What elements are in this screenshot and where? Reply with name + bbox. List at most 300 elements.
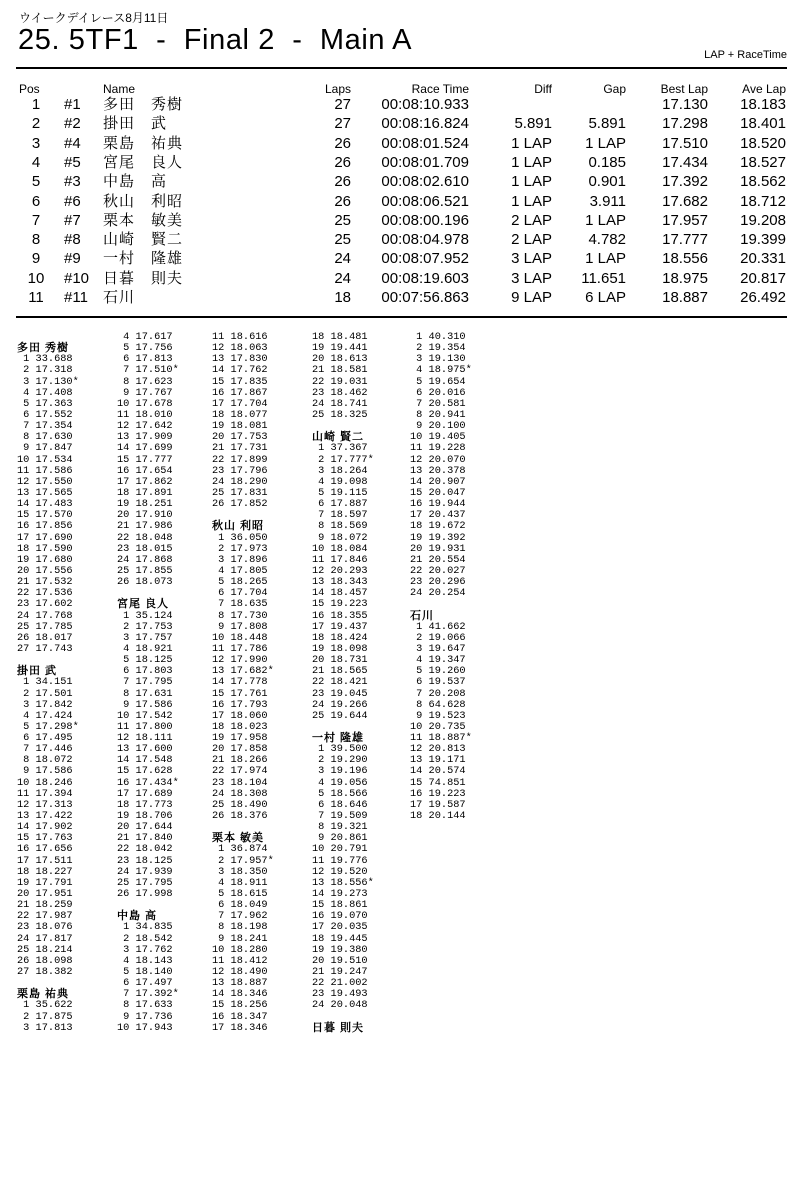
lap-entry: 13 17.909: [117, 431, 173, 444]
lap-entry: 3 17.757: [117, 631, 173, 644]
lap-entry: 5 17.756: [117, 342, 173, 355]
result-race-time: 00:08:10.933: [381, 96, 469, 113]
lap-entry: 25 17.795: [117, 876, 173, 889]
lap-entry: 19 17.680: [17, 553, 73, 566]
lap-entry: 3 17.842: [17, 698, 73, 711]
lap-entry: 9 17.808: [212, 620, 268, 633]
lap-entry: 12 18.063: [212, 342, 268, 355]
lap-entry: 18 19.445: [312, 932, 368, 945]
lap-entry: 9 17.847: [17, 442, 73, 455]
lap-entry: 3 19.196: [312, 765, 368, 778]
lap-entry: 18 17.590: [17, 542, 73, 555]
lap-entry: 14 19.273: [312, 888, 368, 901]
lap-entry: 7 17.510*: [117, 364, 179, 377]
lap-entry: 24 20.254: [410, 587, 466, 600]
lap-column: [312, 332, 412, 1034]
lap-entry: 1 39.500: [312, 743, 368, 756]
lap-entry: 3 18.264: [312, 464, 368, 477]
result-number: #10: [64, 269, 90, 287]
results-row: [0, 231, 800, 249]
result-gap: 3.911: [589, 192, 626, 210]
lap-entry: 13 18.887: [212, 977, 268, 990]
lap-entry: 17 17.690: [17, 531, 73, 544]
lap-entry: 15 17.570: [17, 509, 73, 522]
result-name: 多田 秀樹: [103, 96, 184, 113]
lap-entry: 10 17.542: [117, 709, 173, 722]
lap-entry: 20 17.951: [17, 888, 73, 901]
lap-entry: 1 40.310: [410, 331, 466, 343]
lap-entry: 17 20.437: [410, 509, 466, 522]
col-pos: Pos: [19, 82, 40, 96]
lap-entry: 19 18.251: [117, 498, 173, 511]
lap-entry: 16 17.654: [117, 464, 173, 477]
result-race-time: 00:07:56.863: [381, 289, 469, 306]
lap-entry: 7 18.597: [312, 509, 368, 522]
lap-entry: 12 17.550: [17, 475, 73, 488]
lap-entry: 3 17.130*: [17, 375, 79, 388]
lap-entry: 11 17.846: [312, 553, 368, 566]
lap-entry: 2 17.501: [17, 687, 73, 700]
result-name: 秋山 利昭: [103, 192, 184, 210]
lap-entry: 13 19.171: [410, 754, 466, 767]
lap-column: [117, 332, 217, 1034]
lap-entry: 16 19.223: [410, 787, 466, 800]
lap-entry: 18 18.077: [212, 408, 268, 421]
lap-entry: 10 20.791: [312, 843, 368, 856]
result-gap: 1 LAP: [585, 134, 626, 152]
lap-entry: 5 18.125: [117, 654, 173, 667]
lap-entry: 12 18.111: [117, 732, 173, 745]
lap-entry: 17 17.704: [212, 397, 268, 410]
lap-entry: 4 19.347: [410, 654, 466, 667]
results-row: [0, 289, 800, 307]
lap-entry: 18 18.424: [312, 631, 368, 644]
lap-entry: 16 19.944: [410, 498, 466, 511]
lap-entry: 15 17.763: [17, 832, 73, 845]
lap-entry: 2 19.066: [410, 631, 466, 644]
lap-entry: 3 17.813: [17, 1021, 73, 1034]
result-number: #7: [64, 211, 81, 229]
lap-entry: 4 18.921: [117, 642, 173, 655]
lap-entry: 18 20.144: [410, 810, 466, 823]
lap-entry: 12 20.813: [410, 743, 466, 756]
results-row: [0, 250, 800, 268]
col-gap: Gap: [603, 82, 626, 96]
lap-entry: 16 17.656: [17, 843, 73, 856]
lap-driver-name: 多田 秀樹: [17, 342, 70, 355]
lap-entry: 17 17.862: [117, 475, 173, 488]
lap-entry: 22 18.421: [312, 676, 368, 689]
result-ave-lap: 19.399: [740, 231, 786, 249]
lap-entry: 6 17.495: [17, 732, 73, 745]
col-name: Name: [103, 82, 136, 96]
lap-entry: 10 19.405: [410, 431, 466, 444]
result-best-lap: 18.887: [662, 289, 708, 306]
lap-entry: 17 18.060: [212, 709, 268, 722]
result-laps: 27: [334, 96, 351, 113]
lap-entry: 1 37.367: [312, 442, 368, 455]
lap-entry: 15 18.861: [312, 899, 368, 912]
lap-entry: 26 17.998: [117, 888, 173, 901]
result-pos: 3: [31, 134, 41, 152]
result-name: 山崎 賢二: [103, 231, 184, 249]
lap-entry: 13 17.682*: [212, 665, 274, 678]
lap-entry: 14 20.574: [410, 765, 466, 778]
lap-entry: 5 19.115: [312, 486, 368, 499]
lap-entry: 8 18.072: [17, 754, 73, 767]
lap-entry: 17 19.437: [312, 620, 368, 633]
lap-entry: 16 17.434*: [117, 776, 179, 789]
result-race-time: 00:08:02.610: [381, 173, 469, 191]
lap-entry: 11 17.800: [117, 720, 173, 733]
lap-entry: 13 17.422: [17, 810, 73, 823]
lap-entry: 14 17.483: [17, 498, 73, 511]
lap-entry: 14 18.457: [312, 587, 368, 600]
lap-entry: 12 19.520: [312, 865, 368, 878]
header-rule: [16, 67, 787, 69]
lap-entry: 18 17.891: [117, 486, 173, 499]
lap-entry: 26 18.073: [117, 576, 173, 589]
lap-entry: 14 17.762: [212, 364, 268, 377]
result-name: 日暮 則夫: [103, 269, 184, 287]
result-gap: 4.782: [588, 231, 626, 249]
lap-entry: 4 18.911: [212, 876, 268, 889]
result-race-time: 00:08:07.952: [381, 250, 469, 268]
lap-entry: 21 19.247: [312, 966, 368, 979]
lap-entry: 26 18.098: [17, 954, 73, 967]
lap-entry: 24 17.868: [117, 553, 173, 566]
lap-entry: 10 17.534: [17, 453, 73, 466]
lap-entry: 21 17.840: [117, 832, 173, 845]
lap-entry: 13 20.378: [410, 464, 466, 477]
lap-entry: 5 18.265: [212, 576, 268, 589]
result-number: #2: [64, 115, 81, 133]
lap-entry: 22 17.987: [17, 910, 73, 923]
lap-entry: 11 18.010: [117, 408, 173, 421]
result-diff: 1 LAP: [511, 134, 552, 152]
result-best-lap: 18.975: [662, 269, 708, 287]
result-number: #11: [64, 289, 88, 306]
lap-entry: 6 17.497: [117, 977, 173, 990]
lap-entry: 12 20.070: [410, 453, 466, 466]
result-race-time: 00:08:19.603: [381, 269, 469, 287]
lap-entry: 16 18.347: [212, 1010, 268, 1023]
lap-entry: 13 18.343: [312, 576, 368, 589]
results-row: [0, 212, 800, 230]
lap-entry: 4 17.424: [17, 709, 73, 722]
lap-entry: 2 17.875: [17, 1010, 73, 1023]
col-diff: Diff: [534, 82, 552, 96]
lap-entry: 19 18.098: [312, 642, 368, 655]
lap-entry: 9 17.736: [117, 1010, 173, 1023]
result-ave-lap: 18.183: [740, 96, 786, 113]
lap-entry: 9 20.861: [312, 832, 368, 845]
lap-entry: 7 17.354: [17, 420, 73, 433]
lap-column: [212, 332, 312, 1034]
result-best-lap: 17.957: [662, 211, 708, 229]
result-pos: 2: [31, 115, 41, 133]
lap-entry: 6 17.813: [117, 353, 173, 366]
lap-entry: 8 18.198: [212, 921, 268, 934]
lap-entry: 19 17.958: [212, 732, 268, 745]
lap-entry: 25 18.490: [212, 798, 268, 811]
lap-entry: 9 19.523: [410, 709, 466, 722]
lap-entry: 2 17.957*: [212, 854, 274, 867]
lap-entry: 1 36.874: [212, 843, 268, 856]
lap-entry: 21 18.266: [212, 754, 268, 767]
lap-entry: 22 18.042: [117, 843, 173, 856]
lap-column: [17, 332, 117, 1034]
result-name: 宮尾 良人: [103, 153, 184, 171]
lap-entry: 15 18.256: [212, 999, 268, 1012]
lap-entry: 16 17.856: [17, 520, 73, 533]
lap-entry: 6 19.537: [410, 676, 466, 689]
lap-entry: 6 17.552: [17, 408, 73, 421]
result-diff: 3 LAP: [511, 269, 552, 287]
result-ave-lap: 20.817: [740, 269, 786, 287]
lap-entry: 3 18.350: [212, 865, 268, 878]
result-name: 中島 高: [103, 173, 168, 191]
result-number: #6: [64, 192, 81, 210]
lap-entry: 11 17.586: [17, 464, 73, 477]
lap-entry: 7 17.962: [212, 910, 268, 923]
result-laps: 24: [334, 269, 351, 287]
result-diff: 1 LAP: [511, 153, 552, 171]
lap-entry: 22 18.048: [117, 531, 173, 544]
lap-entry: 23 18.015: [117, 542, 173, 555]
result-name: 石川: [103, 289, 136, 306]
results-row: [0, 193, 800, 211]
lap-entry: 11 18.887*: [410, 732, 472, 745]
race-title: 25. 5TF1 - Final 2 - Main A: [18, 24, 413, 56]
lap-driver-name: 掛田 武: [17, 665, 58, 678]
lap-entry: 22 21.002: [312, 977, 368, 990]
lap-entry: 20 18.613: [312, 353, 368, 366]
lap-entry: 27 18.382: [17, 966, 73, 979]
lap-entry: 5 17.298*: [17, 720, 79, 733]
result-number: #5: [64, 153, 81, 171]
lap-entry: 18 18.227: [17, 865, 73, 878]
result-diff: 3 LAP: [511, 250, 552, 268]
lap-entry: 8 17.730: [212, 609, 268, 622]
lap-entry: 23 18.104: [212, 776, 268, 789]
lap-driver-name: 一村 隆雄: [312, 732, 365, 745]
result-gap: 1 LAP: [585, 250, 626, 268]
lap-entry: 18 19.672: [410, 520, 466, 533]
lap-entry: 22 19.031: [312, 375, 368, 388]
lap-entry: 6 20.016: [410, 386, 466, 399]
result-laps: 26: [334, 153, 351, 171]
result-laps: 24: [334, 250, 351, 268]
result-ave-lap: 20.331: [740, 250, 786, 268]
lap-entry: 26 17.852: [212, 498, 268, 511]
col-best-lap: Best Lap: [660, 82, 708, 96]
race-subtitle: ウイークデイレース8月11日: [19, 11, 169, 25]
lap-entry: 12 17.313: [17, 798, 73, 811]
lap-entry: 17 19.587: [410, 798, 466, 811]
lap-entry: 8 17.623: [117, 375, 173, 388]
lap-entry: 18 18.023: [212, 720, 268, 733]
lap-entry: 2 19.290: [312, 754, 368, 767]
result-ave-lap: 18.562: [740, 173, 786, 191]
lap-entry: 2 17.753: [117, 620, 173, 633]
result-diff: 5.891: [514, 115, 552, 133]
result-number: #8: [64, 231, 81, 249]
lap-entry: 23 17.796: [212, 464, 268, 477]
result-best-lap: 17.298: [662, 115, 708, 133]
lap-entry: 11 18.616: [212, 331, 268, 343]
lap-entry: 21 18.581: [312, 364, 368, 377]
lap-entry: 5 19.260: [410, 665, 466, 678]
result-best-lap: 18.556: [662, 250, 708, 268]
lap-entry: 23 17.602: [17, 598, 73, 611]
lap-entry: 7 17.392*: [117, 988, 179, 1001]
lap-entry: 19 18.081: [212, 420, 268, 433]
lap-entry: 19 17.791: [17, 876, 73, 889]
result-gap: 11.651: [581, 269, 626, 287]
lap-entry: 11 17.786: [212, 642, 268, 655]
result-pos: 7: [31, 211, 41, 229]
lap-entry: 7 18.635: [212, 598, 268, 611]
result-laps: 25: [334, 211, 351, 229]
lap-entry: 10 18.280: [212, 943, 268, 956]
lap-entry: 18 17.773: [117, 798, 173, 811]
lap-entry: 12 17.642: [117, 420, 173, 433]
lap-entry: 25 17.855: [117, 564, 173, 577]
result-pos: 6: [31, 192, 41, 210]
lap-entry: 19 19.392: [410, 531, 466, 544]
lap-entry: 3 19.130: [410, 353, 466, 366]
lap-entry: 8 17.631: [117, 687, 173, 700]
lap-entry: 22 17.974: [212, 765, 268, 778]
lap-entry: 19 18.706: [117, 810, 173, 823]
lap-entry: 21 20.554: [410, 553, 466, 566]
lap-driver-name: 日暮 則夫: [312, 1021, 365, 1034]
lap-entry: 1 35.124: [117, 609, 173, 622]
lap-entry: 14 17.548: [117, 754, 173, 767]
lap-entry: 9 18.072: [312, 531, 368, 544]
lap-entry: 20 19.931: [410, 542, 466, 555]
lap-entry: 25 19.644: [312, 709, 368, 722]
lap-driver-name: 栗本 敏美: [212, 832, 265, 845]
lap-entry: 23 18.462: [312, 386, 368, 399]
lap-entry: 25 17.785: [17, 620, 73, 633]
lap-entry: 4 19.056: [312, 776, 368, 789]
lap-driver-name: 山崎 賢二: [312, 431, 365, 444]
lap-entry: 21 18.565: [312, 665, 368, 678]
lap-entry: 7 19.509: [312, 810, 368, 823]
result-pos: 1: [31, 96, 41, 113]
lap-times-section: [0, 332, 800, 1192]
results-rule: [16, 316, 787, 318]
result-race-time: 00:08:16.824: [381, 115, 469, 133]
lap-entry: 5 18.566: [312, 787, 368, 800]
lap-entry: 16 17.793: [212, 698, 268, 711]
lap-entry: 13 17.830: [212, 353, 268, 366]
result-ave-lap: 18.401: [740, 115, 786, 133]
result-name: 栗島 祐典: [103, 134, 184, 152]
lap-driver-name: 中島 高: [117, 910, 158, 923]
lap-entry: 6 17.704: [212, 587, 268, 600]
lap-entry: 24 18.308: [212, 787, 268, 800]
lap-entry: 24 17.817: [17, 932, 73, 945]
lap-entry: 19 19.441: [312, 342, 368, 355]
result-gap: 0.901: [588, 173, 626, 191]
result-race-time: 00:08:01.524: [381, 134, 469, 152]
result-race-time: 00:08:06.521: [381, 192, 469, 210]
lap-driver-name: 栗島 祐典: [17, 988, 70, 1001]
lap-entry: 7 20.581: [410, 397, 466, 410]
result-ave-lap: 18.712: [740, 192, 786, 210]
lap-entry: 23 19.045: [312, 687, 368, 700]
results-row: [0, 270, 800, 288]
lap-entry: 20 18.731: [312, 654, 368, 667]
lap-entry: 1 35.622: [17, 999, 73, 1012]
lap-entry: 17 17.689: [117, 787, 173, 800]
result-pos: 5: [31, 173, 41, 191]
results-row: [0, 96, 800, 114]
lap-entry: 3 17.762: [117, 943, 173, 956]
result-diff: 1 LAP: [511, 192, 552, 210]
lap-entry: 1 36.050: [212, 531, 268, 544]
result-diff: 1 LAP: [511, 173, 552, 191]
lap-entry: 24 17.768: [17, 609, 73, 622]
lap-entry: 24 18.290: [212, 475, 268, 488]
result-number: #3: [64, 173, 81, 191]
lap-entry: 14 18.346: [212, 988, 268, 1001]
lap-entry: 4 18.975*: [410, 364, 472, 377]
lap-entry: 25 17.831: [212, 486, 268, 499]
lap-entry: 16 17.867: [212, 386, 268, 399]
lap-entry: 9 18.241: [212, 932, 268, 945]
lap-entry: 5 18.140: [117, 966, 173, 979]
lap-entry: 10 18.084: [312, 542, 368, 555]
result-pos: 4: [31, 153, 41, 171]
lap-entry: 10 18.448: [212, 631, 268, 644]
result-race-time: 00:08:01.709: [381, 153, 469, 171]
lap-entry: 20 17.644: [117, 821, 173, 834]
results-row: [0, 173, 800, 191]
lap-entry: 5 18.615: [212, 888, 268, 901]
lap-entry: 12 17.990: [212, 654, 268, 667]
lap-entry: 8 17.630: [17, 431, 73, 444]
lap-entry: 5 17.363: [17, 397, 73, 410]
result-laps: 18: [334, 289, 351, 306]
lap-entry: 12 18.490: [212, 966, 268, 979]
result-name: 一村 隆雄: [103, 250, 184, 268]
lap-entry: 2 17.973: [212, 542, 268, 555]
lap-entry: 1 33.688: [17, 353, 73, 366]
result-diff: 2 LAP: [511, 231, 552, 249]
result-pos: 8: [31, 231, 41, 249]
result-laps: 25: [334, 231, 351, 249]
lap-entry: 4 17.408: [17, 386, 73, 399]
lap-entry: 6 17.803: [117, 665, 173, 678]
lap-entry: 6 17.887: [312, 498, 368, 511]
results-row: [0, 115, 800, 133]
lap-spacer: [410, 599, 510, 610]
lap-entry: 6 18.049: [212, 899, 268, 912]
lap-entry: 13 17.565: [17, 486, 73, 499]
lap-entry: 8 64.628: [410, 698, 466, 711]
lap-driver-name: 秋山 利昭: [212, 520, 265, 533]
lap-entry: 21 17.532: [17, 576, 73, 589]
lap-entry: 17 17.511: [17, 854, 73, 867]
lap-entry: 11 17.394: [17, 787, 73, 800]
result-ave-lap: 19.208: [740, 211, 786, 229]
lap-entry: 14 17.699: [117, 442, 173, 455]
lap-entry: 23 19.493: [312, 988, 368, 1001]
